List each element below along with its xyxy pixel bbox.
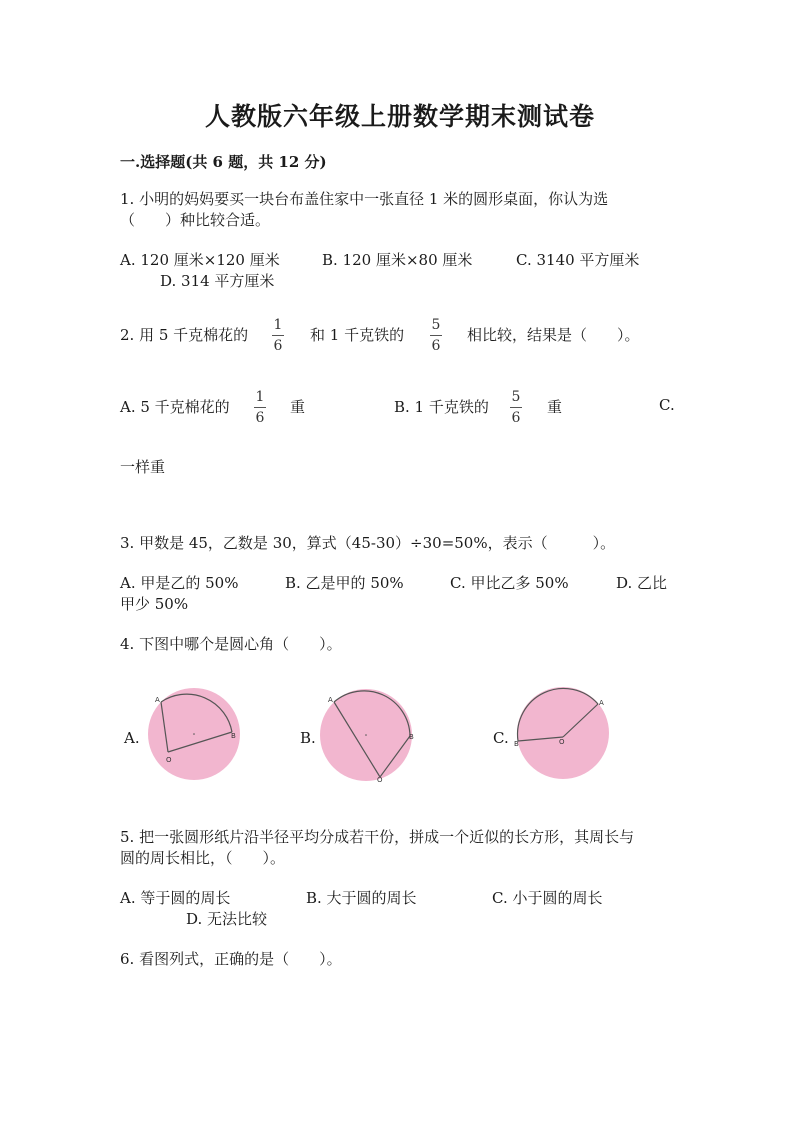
center-dot bbox=[193, 733, 195, 735]
question-1-option-a[interactable]: A. 120 厘米×120 厘米 bbox=[120, 251, 280, 269]
question-4-line-1: 4. 下图中哪个是圆心角（ ）。 bbox=[120, 635, 342, 653]
page-title: 人教版六年级上册数学期末测试卷 bbox=[204, 102, 595, 131]
section-heading: 一.选择题(共 6 题，共 12 分) bbox=[120, 153, 327, 171]
question-1-option-b[interactable]: B. 120 厘米×80 厘米 bbox=[322, 251, 473, 269]
question-5-option-a[interactable]: A. 等于圆的周长 bbox=[120, 889, 231, 907]
figure-b-label[interactable]: B. bbox=[300, 729, 316, 747]
fraction-one-sixth bbox=[254, 389, 266, 426]
question-1-option-c[interactable]: C. 3140 平方厘米 bbox=[516, 251, 640, 269]
fraction-bar bbox=[430, 335, 442, 336]
question-6-line-1: 6. 看图列式，正确的是（ ）。 bbox=[120, 950, 342, 968]
point-b-label: B bbox=[409, 733, 414, 741]
question-2-option-a-suffix: 重 bbox=[290, 398, 306, 416]
fraction-numerator: 5 bbox=[511, 389, 521, 405]
question-5-option-c[interactable]: C. 小于圆的周长 bbox=[492, 889, 603, 907]
fraction-numerator: 1 bbox=[255, 389, 265, 405]
center-dot bbox=[365, 734, 367, 736]
point-a-label: A bbox=[155, 696, 160, 704]
point-o-label: O bbox=[559, 738, 565, 746]
figure-b-diagram bbox=[314, 680, 424, 790]
point-a-label: A bbox=[599, 699, 604, 707]
question-2-option-c-label[interactable]: C. bbox=[659, 396, 675, 414]
fraction-bar bbox=[272, 335, 284, 336]
question-3-option-d-wrap: 甲少 50% bbox=[120, 595, 189, 613]
question-2-option-b-suffix: 重 bbox=[547, 398, 563, 416]
figure-a-label[interactable]: A. bbox=[124, 729, 140, 747]
fraction-numerator: 1 bbox=[273, 317, 283, 333]
question-2-part-2: 和 1 千克铁的 bbox=[310, 326, 405, 344]
figure-c-label[interactable]: C. bbox=[493, 729, 509, 747]
fraction-one-sixth bbox=[272, 317, 284, 354]
point-a-label: A bbox=[328, 696, 333, 704]
fraction-five-sixths bbox=[510, 389, 522, 426]
question-1-line-1: 1. 小明的妈妈要买一块台布盖住家中一张直径 1 米的圆形桌面，你认为选 bbox=[120, 190, 609, 208]
fraction-five-sixths bbox=[430, 317, 442, 354]
fraction-denominator: 6 bbox=[255, 410, 265, 426]
question-2-part-1: 2. 用 5 千克棉花的 bbox=[120, 326, 249, 344]
fraction-bar bbox=[254, 407, 266, 408]
fraction-numerator: 5 bbox=[431, 317, 441, 333]
question-3-option-a[interactable]: A. 甲是乙的 50% bbox=[120, 574, 239, 592]
question-3-option-c[interactable]: C. 甲比乙多 50% bbox=[450, 574, 569, 592]
point-o-label: O bbox=[166, 756, 172, 764]
question-1-option-d[interactable]: D. 314 平方厘米 bbox=[160, 272, 275, 290]
point-o-label: O bbox=[377, 776, 383, 784]
point-b-label: B bbox=[514, 740, 519, 748]
question-5-line-2: 圆的周长相比，（ ）。 bbox=[120, 849, 286, 867]
fraction-denominator: 6 bbox=[273, 338, 283, 354]
question-2-option-a[interactable]: A. 5 千克棉花的 bbox=[120, 398, 230, 416]
figure-a-diagram bbox=[140, 680, 250, 790]
question-2-option-b[interactable]: B. 1 千克铁的 bbox=[394, 398, 489, 416]
question-3-line-1: 3. 甲数是 45，乙数是 30，算式（45-30）÷30=50%，表示（ ）。 bbox=[120, 534, 616, 552]
fraction-denominator: 6 bbox=[511, 410, 521, 426]
question-3-option-d[interactable]: D. 乙比 bbox=[616, 574, 668, 592]
question-5-option-b[interactable]: B. 大于圆的周长 bbox=[306, 889, 417, 907]
figure-c-diagram bbox=[510, 680, 620, 790]
fraction-denominator: 6 bbox=[431, 338, 441, 354]
point-b-label: B bbox=[231, 732, 236, 740]
question-3-option-b[interactable]: B. 乙是甲的 50% bbox=[285, 574, 404, 592]
question-5-line-1: 5. 把一张圆形纸片沿半径平均分成若干份，拼成一个近似的长方形，其周长与 bbox=[120, 828, 635, 846]
fraction-bar bbox=[510, 407, 522, 408]
question-2-option-c-text[interactable]: 一样重 bbox=[120, 458, 166, 476]
question-2-part-3: 相比较，结果是（ ）。 bbox=[467, 326, 640, 344]
question-1-line-2: （ ）种比较合适。 bbox=[120, 211, 271, 229]
question-5-option-d[interactable]: D. 无法比较 bbox=[186, 910, 268, 928]
